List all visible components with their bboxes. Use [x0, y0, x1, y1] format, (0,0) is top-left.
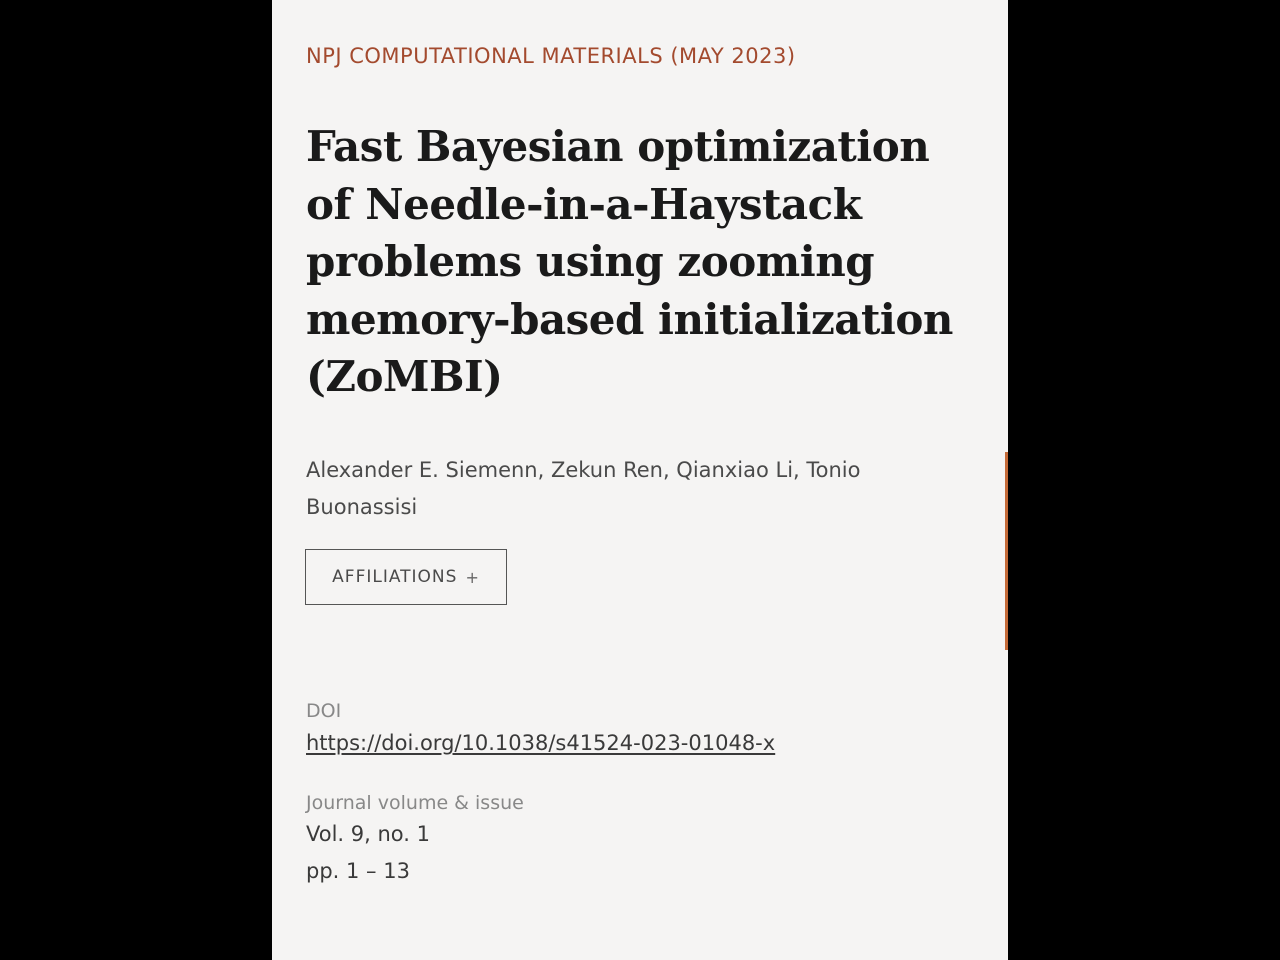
accent-bar: [1005, 452, 1008, 650]
page-range: pp. 1 – 13: [306, 859, 410, 883]
affiliations-label: AFFILIATIONS: [332, 567, 458, 587]
doi-link[interactable]: https://doi.org/10.1038/s41524-023-01048-x: [306, 731, 776, 755]
journal-name: NPJ COMPUTATIONAL MATERIALS (MAY 2023): [306, 44, 796, 68]
affiliations-button[interactable]: [305, 549, 507, 605]
doi-label: DOI: [306, 700, 342, 722]
plus-icon: +: [465, 567, 480, 587]
article-title: Fast Bayesian optimization of Needle-in-a-Haystack problems using zooming memory-based initialization (ZoMBI): [306, 122, 953, 401]
volume-issue-value: Vol. 9, no. 1: [306, 822, 430, 846]
author-list: Alexander E. Siemenn, Zekun Ren, Qianxiao Li, Tonio Buonassisi: [306, 458, 861, 519]
volume-issue-label: Journal volume & issue: [306, 792, 524, 814]
article-card: [272, 0, 1008, 960]
